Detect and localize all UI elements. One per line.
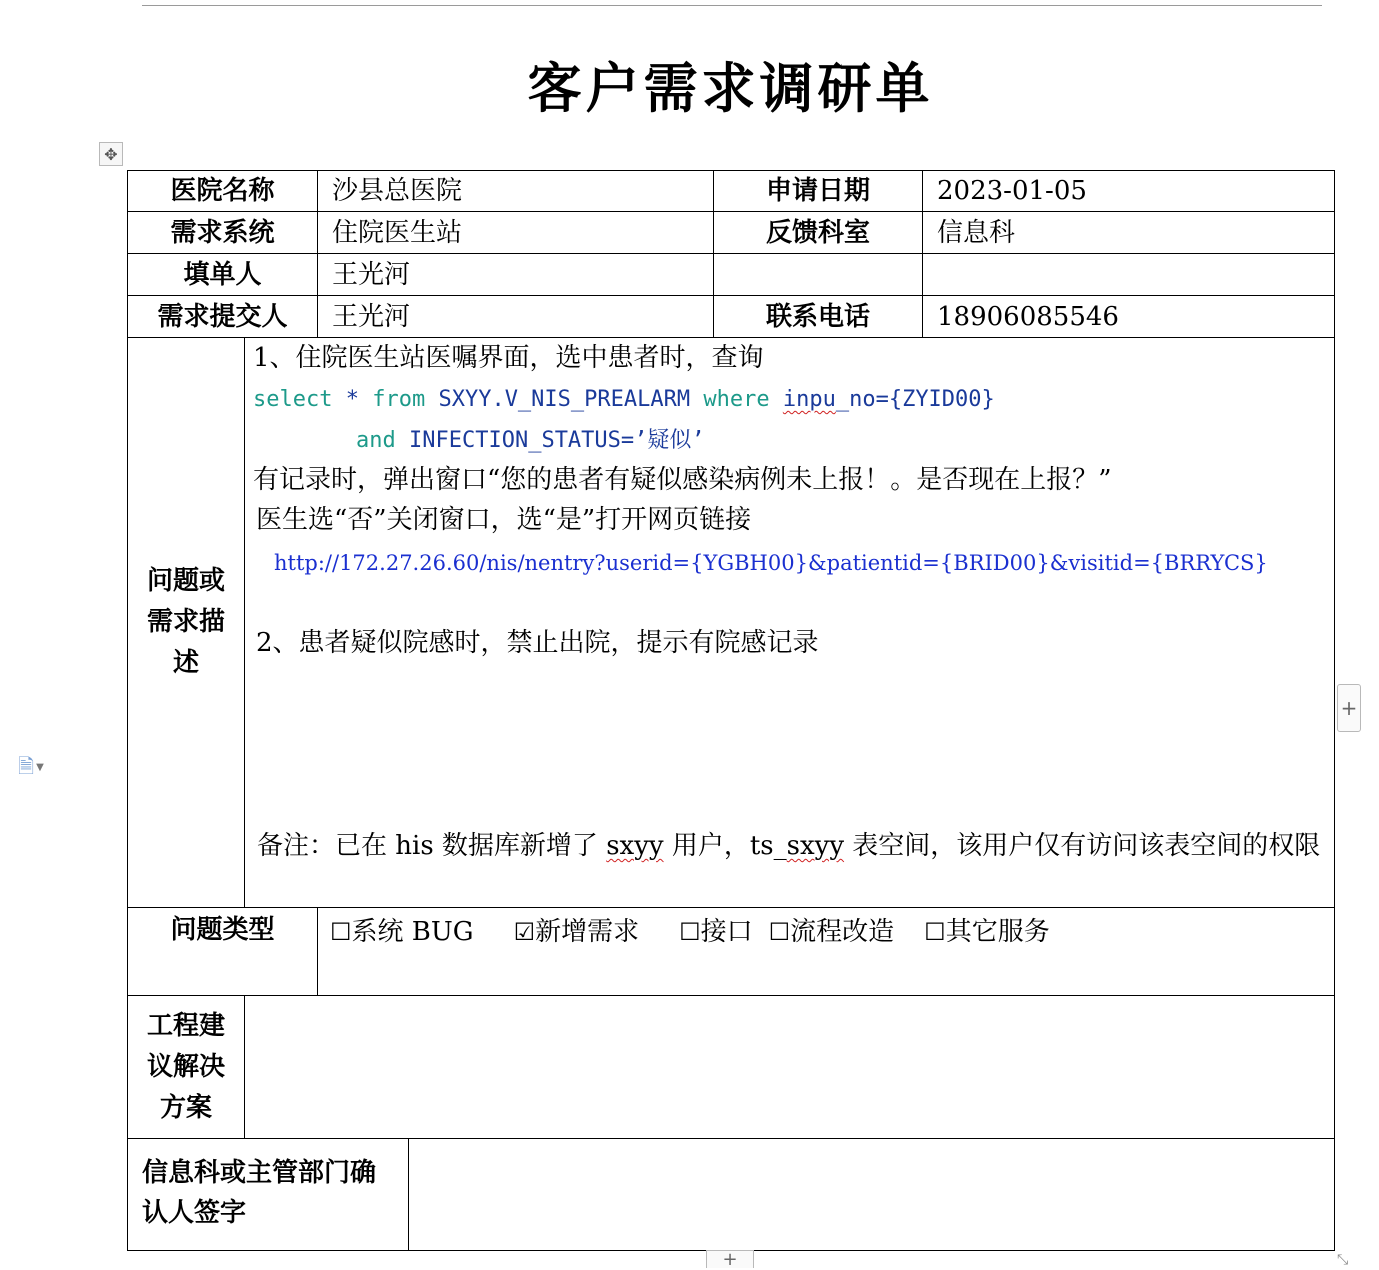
sql-table-name: SXYY.V_NIS_PREALARM bbox=[425, 387, 704, 412]
solution-label bbox=[127, 995, 245, 1139]
issue-option-label: 流程改造 bbox=[790, 917, 895, 947]
sql-keyword-from: from bbox=[372, 387, 426, 412]
description-line-4: 有记录时，弹出窗口“您的患者有疑似感染病例未上报！。是否现在上报？” bbox=[253, 465, 1112, 495]
sql-column-inpu: inpu bbox=[782, 387, 836, 412]
issue-option-other[interactable] bbox=[924, 912, 1050, 952]
signature-content[interactable] bbox=[408, 1138, 1335, 1251]
description-line-1: 1、住院医生站医嘱界面，选中患者时，查询 bbox=[253, 343, 764, 373]
nis-entry-link[interactable]: http://172.27.26.60/nis/nentry?userid={YGBH00}&patientid={BRID00}&visitid={BRRYCS} bbox=[274, 551, 1268, 575]
issue-option-label: 新增需求 bbox=[535, 917, 640, 947]
issue-option-label: 接口 bbox=[700, 917, 753, 947]
issue-option-label: 其它服务 bbox=[945, 917, 1050, 947]
signature-label-line2: 认人签字 bbox=[142, 1198, 247, 1228]
sql-condition-1: _no={ZYID00} bbox=[835, 387, 995, 412]
description-label-line3: 述 bbox=[172, 648, 199, 678]
sql-keyword-where: where bbox=[703, 387, 770, 412]
solution-label-line3: 方案 bbox=[159, 1092, 212, 1123]
issue-option-process[interactable] bbox=[769, 912, 895, 952]
description-content[interactable] bbox=[244, 337, 1335, 908]
issue-type-options bbox=[317, 907, 1335, 996]
system-label: 需求系统 bbox=[127, 211, 318, 254]
submitter-value[interactable]: 王光河 bbox=[317, 295, 714, 338]
table-move-handle[interactable] bbox=[99, 142, 123, 166]
solution-label-line1: 工程建 bbox=[146, 1010, 225, 1041]
note-part-c: 表空间，该用户仅有访问该表空间的权限 bbox=[844, 831, 1321, 861]
issue-option-label: 系统 BUG bbox=[351, 917, 474, 947]
hospital-name-label: 医院名称 bbox=[127, 170, 318, 212]
checkbox-unchecked-icon: ☐ bbox=[330, 918, 352, 946]
resize-icon: ⤡ bbox=[1337, 1252, 1349, 1268]
sql-keyword-select: select bbox=[253, 387, 333, 412]
sql-keyword-and: and bbox=[356, 428, 396, 453]
issue-option-interface[interactable] bbox=[679, 912, 753, 952]
apply-date-value[interactable]: 2023-01-05 bbox=[922, 170, 1335, 212]
hospital-name-value[interactable]: 沙县总医院 bbox=[317, 170, 714, 212]
note-part-b: 用户，ts_ bbox=[663, 831, 787, 861]
plus-icon: + bbox=[722, 1249, 738, 1270]
checkbox-unchecked-icon: ☐ bbox=[924, 918, 946, 946]
sql-condition-2: INFECTION_STATUS=’疑似’ bbox=[395, 428, 705, 453]
apply-date-label: 申请日期 bbox=[713, 170, 923, 212]
request-form-table bbox=[127, 170, 1335, 1251]
description-label bbox=[127, 337, 245, 908]
empty-label-cell[interactable] bbox=[713, 253, 923, 296]
description-line-7: 2、患者疑似院感时，禁止出院，提示有院感记录 bbox=[256, 628, 819, 658]
phone-label: 联系电话 bbox=[713, 295, 923, 338]
filler-value[interactable]: 王光河 bbox=[317, 253, 714, 296]
feedback-dept-label: 反馈科室 bbox=[713, 211, 923, 254]
description-label-line2: 需求描 bbox=[146, 607, 225, 637]
sql-star: * bbox=[332, 387, 373, 412]
document-icon[interactable]: 🗎 ▼ bbox=[18, 754, 44, 778]
signature-label bbox=[127, 1138, 409, 1251]
sql-line-1 bbox=[253, 380, 995, 420]
feedback-dept-value[interactable]: 信息科 bbox=[922, 211, 1335, 254]
note-sxyy-tablespace: sxyy bbox=[786, 831, 845, 861]
move-arrows-icon: ✥ bbox=[104, 144, 118, 164]
checkbox-checked-icon: ☑ bbox=[513, 918, 536, 946]
phone-value[interactable]: 18906085546 bbox=[922, 295, 1335, 338]
description-line-5: 医生选“否”关闭窗口，选“是”打开网页链接 bbox=[256, 505, 752, 535]
empty-value-cell[interactable] bbox=[922, 253, 1335, 296]
description-label-line1: 问题或 bbox=[146, 566, 225, 596]
add-column-button[interactable] bbox=[1337, 684, 1361, 732]
table-resize-handle[interactable] bbox=[1337, 1252, 1361, 1268]
system-value[interactable]: 住院医生站 bbox=[317, 211, 714, 254]
chevron-down-icon: ▼ bbox=[36, 762, 44, 773]
document-title: 客户需求调研单 bbox=[527, 56, 934, 120]
issue-type-label: 问题类型 bbox=[127, 907, 318, 996]
issue-option-bug[interactable] bbox=[330, 912, 474, 952]
note-part-a: 备注：已在 his 数据库新增了 bbox=[257, 831, 607, 861]
note-sxyy-user: sxyy bbox=[606, 831, 664, 861]
add-row-button[interactable] bbox=[706, 1250, 754, 1268]
signature-label-line1: 信息科或主管部门确 bbox=[142, 1158, 377, 1188]
solution-content[interactable] bbox=[244, 995, 1335, 1139]
checkbox-unchecked-icon: ☐ bbox=[679, 918, 701, 946]
issue-option-new-requirement[interactable] bbox=[514, 912, 640, 952]
solution-label-line2: 议解决 bbox=[146, 1051, 225, 1082]
filler-label: 填单人 bbox=[127, 253, 318, 296]
plus-icon: + bbox=[1340, 696, 1358, 720]
submitter-label: 需求提交人 bbox=[127, 295, 318, 338]
description-note bbox=[257, 826, 1320, 866]
sql-line-2 bbox=[356, 421, 705, 461]
checkbox-unchecked-icon: ☐ bbox=[768, 918, 791, 946]
page-top-border bbox=[142, 5, 1322, 6]
